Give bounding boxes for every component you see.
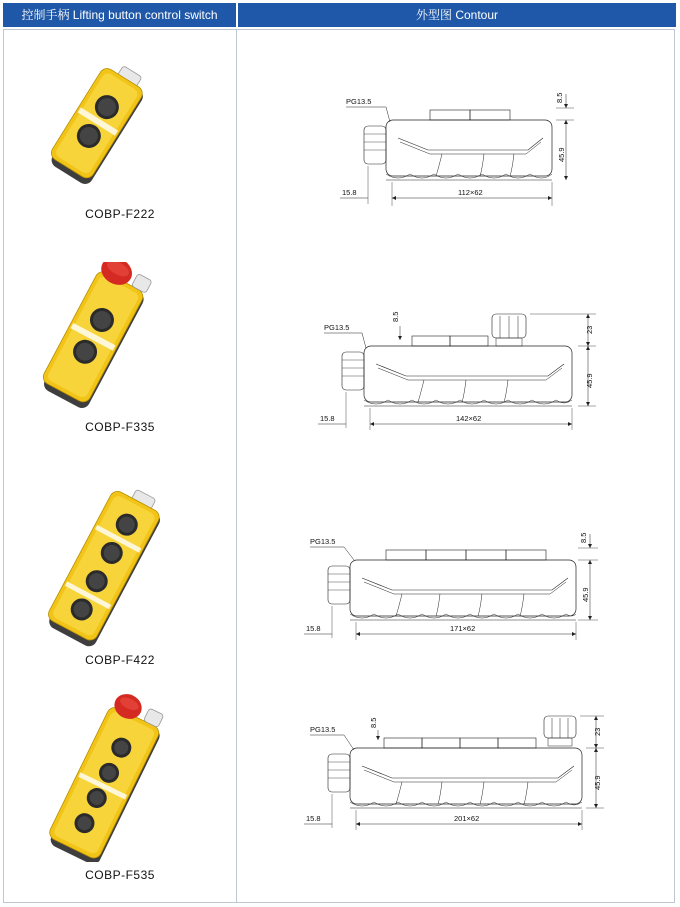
column-divider xyxy=(236,29,237,903)
body-height-label: 45.9 xyxy=(585,373,594,388)
model-label: COBP-F422 xyxy=(85,653,155,667)
thread-spec-label: PG13.5 xyxy=(346,97,372,106)
contour-column-header: 外型图 Contour xyxy=(238,3,676,27)
body-height-label: 45.9 xyxy=(593,775,602,790)
offset-label: 15.8 xyxy=(306,814,321,823)
mushroom-height-label: 23 xyxy=(585,325,594,334)
length-label: 112×62 xyxy=(458,188,483,197)
body-height-label: 45.9 xyxy=(581,587,590,602)
pendant-photo-f335 xyxy=(30,262,180,412)
top-height-label: 8.5 xyxy=(391,311,400,322)
pendant-photo-f535 xyxy=(30,692,190,862)
contour-drawing-f535 xyxy=(302,710,622,835)
mushroom-height-label: 23 xyxy=(593,727,602,736)
contour-drawing-f422 xyxy=(302,530,612,645)
pendant-photo-f222 xyxy=(30,62,170,202)
pendant-photo-f422 xyxy=(30,484,190,649)
top-height-label: 8.5 xyxy=(579,532,588,543)
thread-spec-label: PG13.5 xyxy=(310,537,336,546)
model-label: COBP-F535 xyxy=(85,868,155,882)
thread-spec-label: PG13.5 xyxy=(324,323,350,332)
length-label: 171×62 xyxy=(450,624,476,633)
model-label: COBP-F222 xyxy=(85,207,155,221)
offset-label: 15.8 xyxy=(342,188,357,197)
product-column-header: 控制手柄 Lifting button control switch xyxy=(3,3,236,27)
length-label: 142×62 xyxy=(456,414,482,423)
contour-drawing-f335 xyxy=(316,300,606,435)
contour-drawing-f222 xyxy=(338,90,588,215)
body-height-label: 45.9 xyxy=(557,147,566,162)
offset-label: 15.8 xyxy=(306,624,321,633)
top-height-label: 8.5 xyxy=(555,92,564,103)
thread-spec-label: PG13.5 xyxy=(310,725,336,734)
offset-label: 15.8 xyxy=(320,414,335,423)
top-height-label: 8.5 xyxy=(369,717,378,728)
length-label: 201×62 xyxy=(454,814,480,823)
model-label: COBP-F335 xyxy=(85,420,155,434)
